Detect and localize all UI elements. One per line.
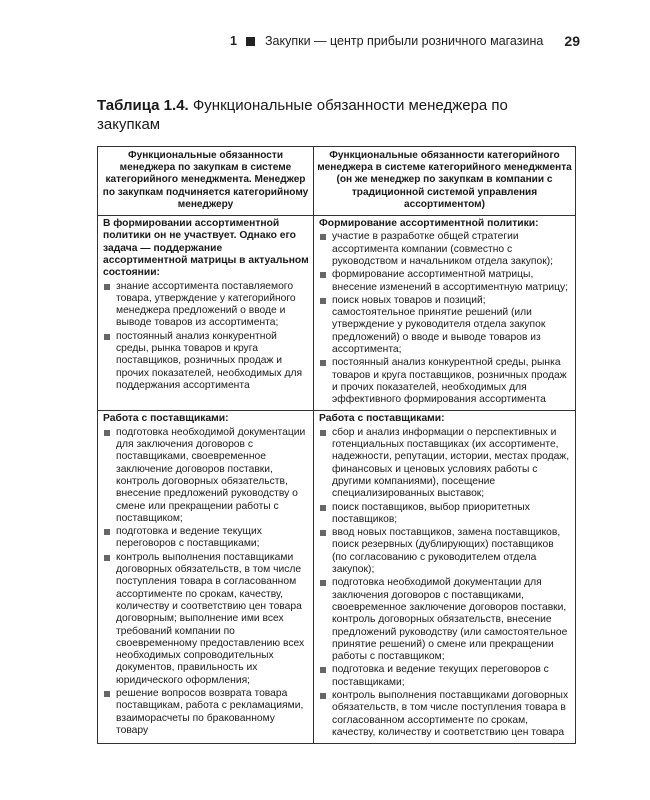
list-item bbox=[319, 664, 571, 689]
table-caption-text: Функциональные обязанности менеджера по закупкам bbox=[97, 97, 508, 133]
list-item bbox=[319, 357, 571, 406]
table-row bbox=[98, 216, 576, 411]
table-body bbox=[98, 216, 576, 744]
table-header-row bbox=[98, 147, 576, 216]
page-number: 29 bbox=[564, 33, 580, 49]
square-bullet-icon bbox=[104, 334, 110, 340]
square-bullet-icon bbox=[320, 298, 326, 304]
list-item bbox=[103, 427, 309, 525]
list-item bbox=[103, 281, 309, 330]
list-item-text: формирование ассортиментной матрицы, внесение изменений в ассортиментную матрицу; bbox=[332, 269, 568, 293]
list-item-text: подготовка необходимой документации для заключения договоров с поставщиками, своевременное заключение договоров поставки, контроль договорных обязательств, внесение предложений руководству о смене или прекращении работы с поставщиком; bbox=[116, 426, 306, 524]
section-heading: Работа с поставщиками: bbox=[319, 413, 445, 425]
square-bullet-icon bbox=[104, 284, 110, 290]
duty-list bbox=[103, 427, 309, 737]
list-item bbox=[319, 295, 571, 356]
list-item-text: постоянный анализ конкурентной среды, рынка товаров и круга поставщиков, розничных продаж и прочих показателей, необходимых для поддержания ассортимента bbox=[116, 330, 303, 391]
column-header-purchasing-manager: Функциональные обязанности менеджера по закупкам в системе категорийного менеджмента. Менеджер по закупкам подчиняется категорийному менеджеру bbox=[98, 147, 314, 216]
table-caption bbox=[97, 96, 567, 134]
list-item bbox=[319, 231, 571, 268]
square-bullet-icon bbox=[104, 430, 110, 436]
list-item-text: поиск поставщиков, выбор приоритетных поставщиков; bbox=[332, 501, 530, 525]
table-cell-left bbox=[98, 216, 314, 411]
square-bullet-icon bbox=[104, 555, 110, 561]
table-cell-right bbox=[314, 411, 576, 744]
column-header-category-manager: Функциональные обязанности категорийного менеджера в системе категорийного менеджмента (он же менеджер по закупкам в компании с традиционной системой управления ассортиментом) bbox=[314, 147, 576, 216]
section-heading: Формирование ассортиментной политики: bbox=[319, 218, 539, 230]
square-bullet-icon bbox=[320, 360, 326, 366]
list-item bbox=[319, 427, 571, 501]
list-item-text: постоянный анализ конкурентной среды, рынка товаров и круга поставщиков, розничных продаж и прочих показателей, необходимых для эффективного формирования ассортимента bbox=[332, 357, 567, 406]
square-bullet-icon bbox=[320, 505, 326, 511]
table-cell-left bbox=[98, 411, 314, 744]
section-heading: Работа с поставщиками: bbox=[103, 413, 229, 425]
list-item bbox=[103, 331, 309, 392]
responsibilities-table-wrap bbox=[97, 146, 575, 760]
list-item bbox=[103, 526, 309, 551]
list-item-text: контроль выполнения поставщиками договорных обязательств, в том числе поступления товара в согласованном ассортименте по срокам, качеству, количеству и соответствию цен товара bbox=[332, 690, 569, 738]
list-item bbox=[319, 502, 571, 527]
square-bullet-icon bbox=[320, 430, 326, 436]
chapter-title: Закупки — центр прибыли розничного магазина bbox=[265, 34, 544, 48]
list-item-text: знание ассортимента поставляемого товара, утверждение у категорийного менеджера предложений о вводе и выводе товаров из ассортимента; bbox=[116, 280, 296, 329]
list-item-text: ввод новых поставщиков, замена поставщиков, поиск резервных (дублирующих) поставщиков (по согласованию с руководителем отдела закупок); bbox=[332, 527, 561, 576]
square-bullet-icon bbox=[104, 529, 110, 535]
square-bullet-icon bbox=[320, 667, 326, 673]
duty-list bbox=[103, 281, 309, 393]
duty-list bbox=[319, 231, 571, 406]
list-item-text: участие в разработке общей стратегии ассортимента компании (совместно с руководством и начальником отдела закупок); bbox=[332, 231, 554, 267]
responsibilities-table bbox=[97, 146, 576, 744]
square-bullet-icon bbox=[320, 272, 326, 278]
list-item-text: сбор и анализ информации о перспективных и готенциальных поставщиках (их ассортименте, надежности, репутации, истории, местах продаж, финансовых и ценовых условиях работы с другими компаниями), посещение специализированных выставок; bbox=[332, 426, 570, 500]
list-item-text: подготовка и ведение текущих переговоров с поставщиками; bbox=[116, 526, 262, 550]
list-item bbox=[103, 688, 309, 737]
list-item bbox=[103, 552, 309, 687]
table-cell-right bbox=[314, 216, 576, 411]
list-item-text: решение вопросов возврата товара поставщикам, работа с рекламациями, взаиморасчеты по бракованному товару bbox=[116, 688, 304, 736]
square-bullet-icon bbox=[320, 580, 326, 586]
list-item-text: подготовка необходимой документации для заключения договоров с поставщиками, своевременное заключение договоров поставки, контроль договорных обязательств, внесение предложений руководству (или самостоятельное принятие решений) о смене или прекращении работы с поставщиком; bbox=[332, 577, 568, 663]
square-bullet-icon bbox=[320, 234, 326, 240]
running-header bbox=[210, 34, 580, 52]
list-item bbox=[319, 269, 571, 294]
table-caption-label: Таблица 1.4. bbox=[97, 97, 189, 114]
list-item bbox=[319, 577, 571, 663]
section-heading: В формировании ассортиментной политики он не участвует. Однако его задача — поддержание ассортиментной матрицы в актуальном состоянии: bbox=[103, 218, 309, 279]
square-bullet-icon bbox=[320, 693, 326, 699]
table-row bbox=[98, 411, 576, 744]
list-item-text: контроль выполнения поставщиками договорных обязательств, в том числе поступления товара в согласованном ассортименте по срокам, качеству, количеству и соответствию цен товара договорным; выполнение ими всех требований компании по своевременному предоставлению всех необходимых сопроводительных документов, правильность их юридического оформления; bbox=[116, 551, 305, 686]
list-item bbox=[319, 527, 571, 576]
duty-list bbox=[319, 427, 571, 739]
list-item-text: подготовка и ведение текущих переговоров с поставщиками; bbox=[332, 664, 549, 688]
chapter-number: 1 bbox=[230, 34, 237, 48]
list-item bbox=[319, 690, 571, 739]
square-bullet-icon bbox=[320, 530, 326, 536]
square-bullet-icon bbox=[104, 691, 110, 697]
list-item-text: поиск новых товаров и позиций; самостоятельное принятие решений (или утверждение у руководителя отдела закупок предложений) о вводе и выводе товаров из ассортимента; bbox=[332, 294, 546, 355]
square-bullet-icon bbox=[246, 37, 255, 46]
